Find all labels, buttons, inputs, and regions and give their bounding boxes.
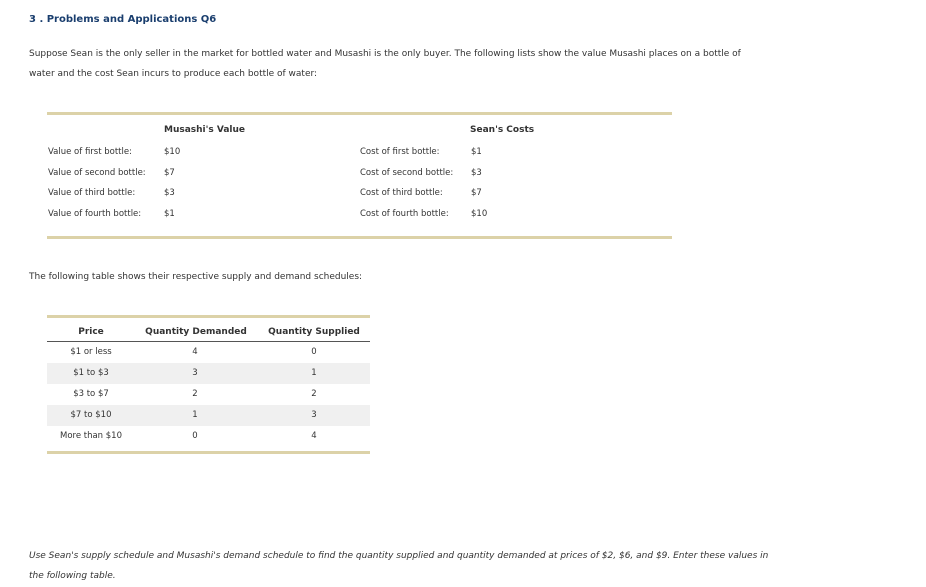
musashi-row-value: $1 [164,209,175,219]
instruction-paragraph: Use Sean's supply schedule and Musashi's demand schedule to find the quantity supplied and quantity demanded at prices of $2, $6, and $9. Enter these values in the following table. [29,551,769,581]
table-row [47,363,370,384]
quantity-supplied-cell: 2 [311,389,317,399]
quantity-supplied-cell: 4 [311,431,317,441]
table-row [47,342,370,363]
values-table-top-rule [47,112,672,115]
schedule-table-top-rule [47,315,370,318]
musashi-row-label: Value of first bottle: [48,147,132,157]
table-row [47,426,370,447]
musashi-row-label: Value of fourth bottle: [48,209,142,219]
price-cell: $1 or less [70,347,112,357]
musashi-row-value: $3 [164,188,175,198]
quantity-demanded-cell: 4 [192,347,198,357]
sean-costs-header: Sean's Costs [470,125,535,135]
sean-row-value: $10 [471,209,488,219]
sean-row-value: $1 [471,147,482,157]
price-cell: $3 to $7 [73,389,109,399]
intro-paragraph: Suppose Sean is the only seller in the market for bottled water and Musashi is the only buyer. The following lists show the value Musashi places on a bottle of water and the cost Sean incurs to produce each bottle of water: [29,49,741,79]
quantity-demanded-cell: 2 [192,389,198,399]
quantity-supplied-cell: 0 [311,347,317,357]
quantity-supplied-cell: 3 [311,410,317,420]
table-row [47,405,370,426]
quantity-supplied-cell: 1 [311,368,317,378]
sean-row-label: Cost of second bottle: [360,168,454,178]
sean-row-value: $3 [471,168,482,178]
quantity-demanded-cell: 0 [192,431,198,441]
quantity-demanded-cell: 3 [192,368,198,378]
musashi-value-header: Musashi's Value [164,125,246,135]
quantity-demanded-column-header: Quantity Demanded [145,327,247,337]
sean-row-label: Cost of first bottle: [360,147,440,157]
price-cell: $7 to $10 [70,410,112,420]
table-row [47,384,370,405]
price-cell: $1 to $3 [73,368,109,378]
sean-row-label: Cost of third bottle: [360,188,443,198]
schedule-intro-paragraph: The following table shows their respective supply and demand schedules: [29,272,363,282]
question-heading: 3 . Problems and Applications Q6 [29,14,217,25]
price-column-header: Price [78,327,104,337]
musashi-row-value: $10 [164,147,181,157]
schedule-table-bottom-rule [47,451,370,454]
price-cell: More than $10 [59,431,122,441]
values-table-bottom-rule [47,236,672,239]
quantity-demanded-cell: 1 [192,410,198,420]
quantity-supplied-column-header: Quantity Supplied [268,327,360,337]
musashi-row-value: $7 [164,168,175,178]
musashi-row-label: Value of second bottle: [48,168,146,178]
sean-row-label: Cost of fourth bottle: [360,209,449,219]
sean-row-value: $7 [471,188,482,198]
musashi-row-label: Value of third bottle: [48,188,136,198]
